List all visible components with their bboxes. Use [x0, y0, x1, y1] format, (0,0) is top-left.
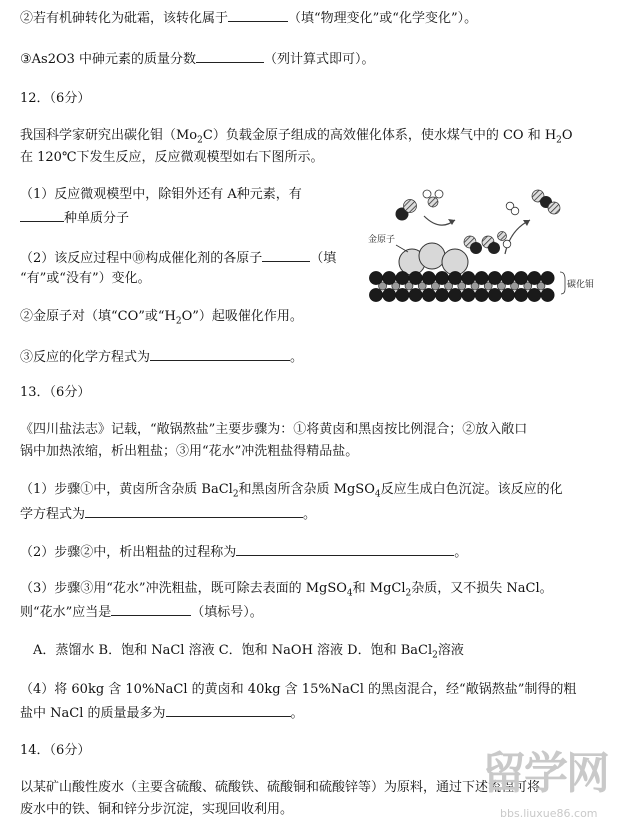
q13-intro-1: 《四川盐法志》记载，“敞锅熬盐”主要步骤为：①将黄卤和黑卤按比例混合；②放入敞口 [20, 422, 528, 437]
q14-heading: 14．（6分） [20, 743, 91, 758]
lattice-atom [435, 271, 448, 284]
gold-atom-label: 金原子 [368, 235, 396, 245]
q14-line-1: 以某矿山酸性废水（主要含硫酸、硫酸铁、硫酸铜和硫酸锌等）为原料，通过下述流程可将 [20, 780, 541, 795]
q11-line-3-text: ③As2O3 中砷元素的质量分数 [20, 52, 197, 67]
answer-blank[interactable] [166, 702, 291, 717]
lattice-atom [475, 288, 488, 301]
lattice-atom [383, 288, 396, 301]
q12-sub-3: ②金原子对（填“CO”或“$H_2O$”）起吸催化作用。 [20, 309, 303, 327]
co2-molecule [532, 190, 560, 214]
lattice-atom [369, 271, 382, 284]
q11-line-3 [20, 48, 375, 70]
lattice-atom [462, 271, 475, 284]
q11-line-2 [20, 7, 477, 29]
carbide-label: 碳化钼 [567, 280, 595, 290]
lattice-atom [528, 288, 541, 301]
answer-blank[interactable] [111, 601, 191, 616]
lattice-atom [488, 288, 501, 301]
q13-sub-4: （4）将 60kg 含 10%NaCl 的黄卤和 40kg 含 15%NaCl 的黑卤混合，经“敞锅熬盐”制得的粗 [20, 682, 577, 697]
q13-sub-2: （2）步骤②中，析出粗盐的过程称为 。 [20, 541, 467, 563]
q12-sub-1b: 种单质分子 [20, 207, 129, 229]
lattice-atom [541, 288, 554, 301]
q12-sub-2b: “有”或“没有”）变化。 [20, 271, 151, 286]
lattice-atom [501, 288, 514, 301]
answer-blank[interactable] [20, 207, 64, 222]
reaction-model-figure [360, 182, 595, 317]
q12-sub-4: ③反应的化学方程式为 。 [20, 346, 303, 368]
lattice-atom [435, 288, 448, 301]
q13-heading: 13．（6分） [20, 385, 91, 400]
watermark [470, 748, 635, 833]
lattice-atom [396, 288, 409, 301]
q11-line-2-text: ②若有机砷转化为砒霜，该转化属于 [20, 11, 229, 26]
lattice-atom [515, 288, 528, 301]
answer-blank[interactable] [85, 503, 303, 518]
q13-intro-2: 锅中加热浓缩，析出粗盐；③用“花水”冲洗粗盐得精品盐。 [20, 444, 359, 459]
q13-sub-1: （1）步骤①中，黄卤所含杂质 BaCl$_2$和黑卤所含杂质 MgSO$_4$反应生成白色沉淀。该反应的化 [20, 482, 563, 500]
arrow-2 [505, 220, 530, 254]
q11-line-2-tail: （填“物理变化”或“化学变化”）。 [288, 11, 478, 26]
answer-blank[interactable] [196, 48, 264, 63]
lattice-atom [422, 288, 435, 301]
q12-sub-2: （2）该反应过程中⑩构成催化剂的各原子 （填 [20, 247, 336, 269]
h2-molecule [506, 202, 519, 215]
mo2c-lattice [369, 271, 554, 301]
watermark-url: bbs.liuxue86.com [500, 807, 598, 820]
lattice-atom [383, 271, 396, 284]
answer-blank[interactable] [236, 541, 454, 556]
q12-intro-2: 在 120℃下发生反应，反应微观模型如右下图所示。 [20, 150, 324, 165]
lattice-atom [528, 271, 541, 284]
q12-intro-1: 我国科学家研究出碳化钼$(Mo_2C)$负载金原子组成的高效催化体系，使水煤气中的 CO 和 $H_2O$ [20, 128, 573, 146]
lattice-atom [541, 271, 554, 284]
q13-sub-1b: 学方程式为 。 [20, 503, 316, 525]
lattice-atom [462, 288, 475, 301]
watermark-logo: 留学网 [482, 748, 608, 799]
q13-options: A．蒸馏水 B．饱和 NaCl 溶液 C．饱和 NaOH 溶液 D．饱和 BaCl$_2$溶液 [33, 643, 464, 661]
water-molecule [423, 190, 443, 207]
lattice-atom [515, 271, 528, 284]
lattice-atom [475, 271, 488, 284]
lattice-atom [449, 271, 462, 284]
gold-atoms [399, 243, 468, 275]
lattice-atom [422, 271, 435, 284]
lattice-atom [396, 271, 409, 284]
lattice-atom [488, 271, 501, 284]
q14-line-2: 废水中的铁、铜和锌分步沉淀，实现回收利用。 [20, 802, 294, 817]
q11-line-3-tail: （列计算式即可）。 [264, 52, 375, 67]
lattice-atom [369, 288, 382, 301]
lattice-atom [409, 271, 422, 284]
q13-sub-4b: 盐中 NaCl 的质量最多为 。 [20, 702, 304, 724]
q13-sub-3b: 则“花水”应当是 （填标号）。 [20, 601, 263, 623]
lattice-atom [501, 271, 514, 284]
lattice-atom [409, 288, 422, 301]
answer-blank[interactable] [262, 247, 310, 262]
q13-sub-3: （3）步骤③用“花水”冲洗粗盐，既可除去表面的 MgSO$_4$和 MgCl$_2$杂质，又不损失 NaCl。 [20, 581, 553, 599]
lattice-atom [449, 288, 462, 301]
q12-sub-1: （1）反应微观模型中，除钼外还有 A种元素，有 [20, 187, 302, 202]
q12-heading: 12．（6分） [20, 91, 91, 106]
answer-blank[interactable] [228, 7, 288, 22]
co-molecule [396, 200, 417, 221]
answer-blank[interactable] [150, 346, 290, 361]
